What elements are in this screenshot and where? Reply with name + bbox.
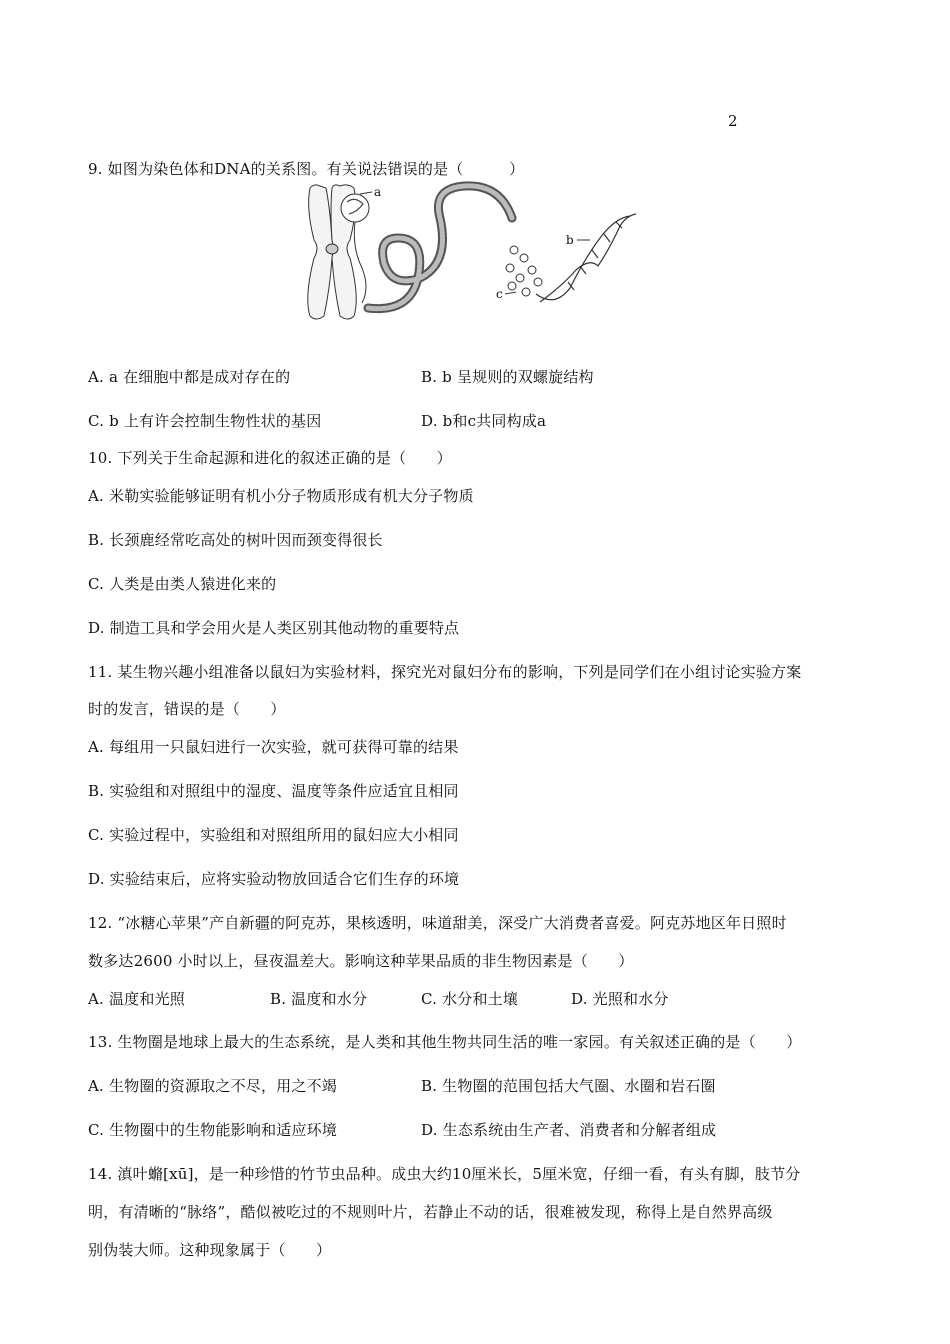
q11-option-c: C. 实验过程中，实验组和对照组所用的鼠妇应大小相同 bbox=[88, 826, 459, 844]
dna-helix bbox=[536, 214, 636, 302]
q10-stem: 10. 下列关于生命起源和进化的叙述正确的是（ ） bbox=[88, 449, 452, 467]
q10-option-a: A. 米勒实验能够证明有机小分子物质形成有机大分子物质 bbox=[88, 487, 474, 505]
q11-option-d: D. 实验结束后，应将实验动物放回适合它们生存的环境 bbox=[88, 870, 460, 888]
q13-option-c: C. 生物圈中的生物能影响和适应环境 bbox=[88, 1121, 338, 1139]
q11-option-b: B. 实验组和对照组中的湿度、温度等条件应适宜且相同 bbox=[88, 782, 459, 800]
q13-stem: 13. 生物圈是地球上最大的生态系统，是人类和其他生物共同生活的唯一家园。有关叙述正确的是（ ） bbox=[88, 1033, 802, 1051]
page-number: 2 bbox=[728, 112, 738, 130]
q10-option-d: D. 制造工具和学会用火是人类区别其他动物的重要特点 bbox=[88, 619, 460, 637]
q13-option-a: A. 生物圈的资源取之不尽，用之不竭 bbox=[88, 1077, 337, 1095]
q10-option-c: C. 人类是由类人猿进化来的 bbox=[88, 575, 277, 593]
q12-option-d: D. 光照和水分 bbox=[571, 990, 669, 1008]
q13-option-d: D. 生态系统由生产者、消费者和分解者组成 bbox=[421, 1121, 717, 1139]
q12-stem-line-1: 12. “冰糖心苹果”产自新疆的阿克苏，果核透明，味道甜美，深受广大消费者喜爱。阿克苏地区年日照时 bbox=[88, 914, 787, 932]
q12-option-a: A. 温度和光照 bbox=[88, 990, 185, 1008]
label-a: a bbox=[374, 185, 382, 199]
q12-option-c: C. 水分和土壤 bbox=[421, 990, 519, 1008]
q14-stem-line-2: 明，有清晰的“脉络”，酷似被吃过的不规则叶片，若静止不动的话，很难被发现，称得上是自然界高级 bbox=[88, 1203, 773, 1221]
q14-stem-line-3: 别伪装大师。这种现象属于（ ） bbox=[88, 1241, 332, 1259]
q11-stem-line-2: 时的发言，错误的是（ ） bbox=[88, 700, 286, 718]
label-c: c bbox=[496, 287, 503, 301]
q11-option-a: A. 每组用一只鼠妇进行一次实验，就可获得可靠的结果 bbox=[88, 738, 459, 756]
q9-stem: 9. 如图为染色体和DNA的关系图。有关说法错误的是（ ） bbox=[88, 160, 525, 178]
q12-option-b: B. 温度和水分 bbox=[270, 990, 368, 1008]
chromosome-dna-diagram bbox=[300, 178, 645, 328]
q12-stem-line-2: 数多达2600 小时以上，昼夜温差大。影响这种苹果品质的非生物因素是（ ） bbox=[88, 952, 634, 970]
nucleosome-beads bbox=[506, 246, 542, 296]
q13-option-b: B. 生物圈的范围包括大气圈、水圈和岩石圈 bbox=[421, 1077, 716, 1095]
q11-stem-line-1: 11. 某生物兴趣小组准备以鼠妇为实验材料，探究光对鼠妇分布的影响，下列是同学们在小组讨论实验方案 bbox=[88, 663, 802, 681]
q14-stem-line-1: 14. 滇叶䗛[xū]，是一种珍惜的竹节虫品种。成虫大约10厘米长，5厘米宽，仔细一看，有头有脚，肢节分 bbox=[88, 1165, 801, 1183]
magnify-circle bbox=[341, 194, 369, 222]
q9-option-a: A. a 在细胞中都是成对存在的 bbox=[88, 368, 291, 386]
chromosome-dna-figure bbox=[300, 178, 645, 328]
q10-option-b: B. 长颈鹿经常吃高处的树叶因而颈变得很长 bbox=[88, 531, 383, 549]
q9-option-b: B. b 呈规则的双螺旋结构 bbox=[421, 368, 594, 386]
q9-option-d: D. b和c共同构成a bbox=[421, 412, 547, 430]
label-b: b bbox=[566, 233, 574, 247]
coiled-fiber bbox=[368, 186, 512, 309]
q9-option-c: C. b 上有许会控制生物性状的基因 bbox=[88, 412, 322, 430]
